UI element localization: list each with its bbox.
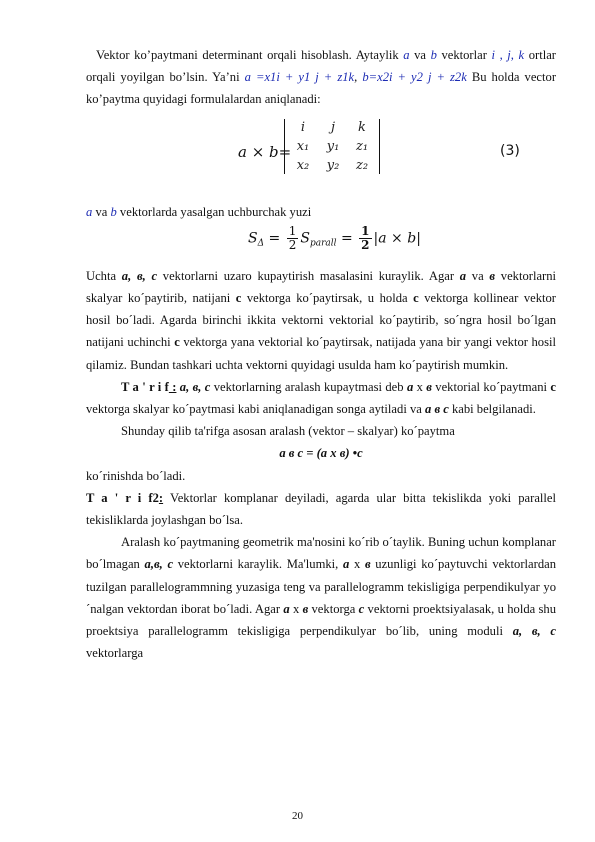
text: uzunligi ko´paytuvchi vektorlardan tuzilgan parallelogrammning yuzasiga teng va parallelogramm tekisligiga perpendikulyar yo´nalgan vektordan iborat bo´ladi. Agar — [86, 557, 557, 616]
text: Vektor ko’paytmani determinant orqali hisoblash. Aytaylik — [96, 48, 404, 62]
fraction-half — [359, 225, 371, 252]
definition-colon: : — [168, 379, 177, 394]
paragraph-determinant-intro — [86, 44, 556, 111]
text: Uchta — [86, 268, 122, 283]
text: vektorga ko´paytirsak, u holda — [241, 291, 414, 306]
cross-product-lhs: a × b= — [238, 142, 292, 161]
parallelogram-area-symbol: S — [300, 230, 310, 247]
unit-vector-k: k — [518, 48, 525, 62]
paragraph-form-note: ko´rinishda bo´ladi. — [86, 468, 186, 483]
vector-c: c — [550, 379, 557, 394]
vector-b-expansion: b=x2i + y2 j + z2k — [362, 70, 467, 85]
triangle-area-formula — [86, 223, 556, 261]
definition-label: T a ' r i f — [121, 379, 169, 394]
mixed-product-formula: a в c = (a x в) •c — [279, 446, 363, 461]
cross-product-modulus: |a × b| — [373, 230, 421, 247]
vector-b: b — [110, 204, 117, 219]
subscript: Δ — [257, 238, 265, 249]
vectors-abc: a,в, c — [144, 557, 174, 572]
area-symbol: S — [248, 230, 258, 247]
equals-sign: = — [336, 230, 358, 247]
definition-colon: : — [158, 490, 164, 505]
vector-a: a — [343, 557, 350, 572]
vector-v: в — [364, 557, 371, 572]
document-page — [86, 44, 556, 664]
text: Vektorlar komplanar deyiladi, agarda ular bitta tekislikda yoki parallel tekisliklarda joylashgan bo´lsa. — [86, 490, 556, 528]
text: vektorlarda yasalgan uchburchak yuzi — [116, 204, 312, 219]
vector-a: a — [406, 379, 414, 394]
fraction-half — [287, 225, 299, 252]
text: vektorga — [308, 601, 359, 616]
text: va — [466, 268, 490, 283]
numerator: 1 — [361, 223, 370, 238]
paragraph-three-vectors — [86, 265, 556, 376]
numerator: 1 — [288, 223, 297, 238]
matrix-cell: y₁ — [326, 138, 340, 154]
vector-c: c — [174, 335, 180, 350]
paragraph-geometric-meaning — [86, 531, 556, 664]
vectors-abc: a, в, c — [121, 268, 158, 283]
text: x — [413, 379, 427, 394]
vector-c: c — [413, 291, 419, 306]
text: vektorga skalyar ko´paytmasi kabi aniqlanadigan songa aytiladi va — [86, 402, 425, 417]
text: vektorlarning aralash kupaytmasi deb — [210, 379, 407, 394]
matrix-cell: y₂ — [326, 157, 340, 173]
text: kabi belgilanadi. — [448, 402, 536, 417]
determinant-matrix — [284, 119, 380, 174]
vector-v: в — [489, 268, 496, 283]
text: vektorlarni karaylik. Ma'lumki, — [173, 557, 344, 572]
matrix-cell: z₂ — [355, 157, 369, 173]
matrix-cell: x₁ — [296, 138, 310, 154]
denominator: 2 — [288, 237, 297, 252]
text: vektorni proektsiyalasak, u holda shu proektsiya parallelogramm tekisligiga perpendikulyar bo´lib, uning moduli — [86, 601, 557, 639]
subscript: parall — [309, 238, 337, 249]
denominator: 2 — [361, 237, 370, 252]
vector-a-expansion: a =x1i + y1 j + z1k — [244, 70, 355, 85]
text: vektorga yana vektorial ko´paytirsak, natijada yana bir yangi vektor hosil qilamiz. Bundan tashkari uchta vektorni quyidagi usulda ham ko´paytirish mumkin. — [86, 335, 557, 372]
determinant-formula — [86, 117, 556, 191]
matrix-cell: x₂ — [296, 157, 310, 173]
matrix-cell: j — [330, 119, 336, 135]
text: Aralash ko´paytmaning geometrik ma'nosini ko´rib o´taylik. Buning uchun komplanar bo´lmagan — [86, 535, 556, 572]
equation-number: (3) — [500, 142, 520, 159]
vector-v: в — [302, 601, 309, 616]
vector-a: a — [283, 601, 290, 616]
unit-vectors: i , j, — [491, 48, 514, 62]
mixed-product-notation: a в c — [425, 402, 449, 417]
vector-v: в — [426, 379, 432, 394]
vector-b: b — [430, 48, 437, 62]
vector-a: a — [459, 268, 467, 283]
matrix-cell: k — [358, 119, 366, 135]
vectors-abc: a, в, c — [176, 379, 211, 394]
text: va — [92, 204, 111, 219]
vector-c: c — [358, 601, 365, 616]
text: x — [289, 601, 303, 616]
text: vektorlarga — [86, 646, 144, 661]
vectors-abc: a, в, c — [512, 624, 557, 639]
area-expression — [248, 225, 421, 252]
vector-a: a — [403, 48, 410, 62]
matrix-cell: z₁ — [355, 138, 369, 154]
paragraph-definition-2 — [86, 487, 556, 531]
page-number: 20 — [292, 810, 303, 822]
text: , — [354, 70, 363, 85]
text: Bu holda vector ko’paytma quyidagi formulalardan aniqlanadi: — [86, 70, 557, 107]
text: vektorial ko´paytmani — [431, 379, 551, 394]
definition-label: T a ' r i f2 — [86, 490, 159, 505]
paragraph-mixed-product-intro: Shunday qilib ta'rifga asosan aralash (vektor – skalyar) ko´paytma — [121, 424, 455, 439]
vector-a: a — [86, 204, 93, 219]
text: vektorlarni skalyar ko´paytirib, natijani — [86, 268, 557, 306]
text: va — [409, 48, 431, 62]
vector-c: c — [235, 291, 242, 306]
text: x — [349, 557, 365, 572]
equals-sign: = — [264, 230, 285, 247]
text: vektorlarni uzaro kupaytirish masalasini kuraylik. Agar — [157, 268, 460, 283]
text: vektorlar — [436, 48, 492, 62]
matrix-cell: i — [300, 119, 306, 135]
text: vektorga kollinear vektor hosil bo´ladi. Agarda birinchi ikkita vektorni vektorial ko´paytirib, so´ngra hosil bo´lgan natijani uchinchi — [86, 291, 556, 350]
text: ortlar orqali yoyilgan bo’lsin. Ya’ni — [86, 48, 556, 85]
paragraph-triangle-area — [86, 201, 556, 223]
paragraph-definition-1 — [86, 376, 556, 420]
